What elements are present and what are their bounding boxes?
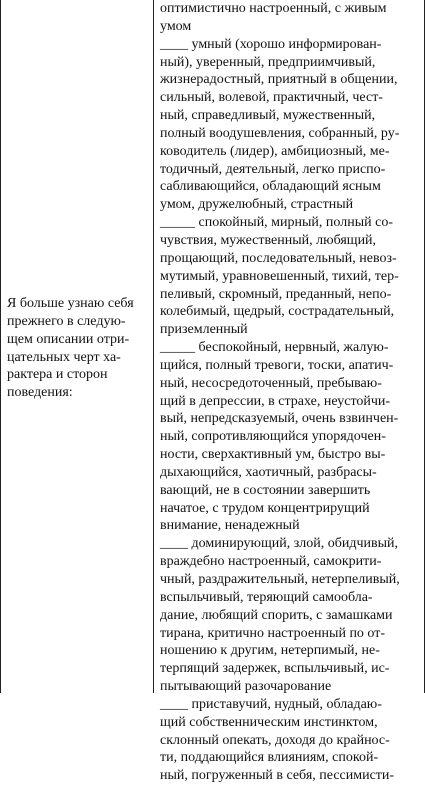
left-cell-line: щем описании отри- (7, 331, 130, 347)
right-cell-line: дание, любящий спорить, с замашками (160, 607, 393, 623)
right-cell-line: пытывающий разочарование (160, 679, 332, 695)
right-cell-line: чувствия, мужественный, любящий, (160, 232, 377, 248)
right-cell-line: _____ спокойный, мирный, полный со- (160, 215, 393, 231)
right-cell-line: ____ приставучий, нудный, обладаю- (160, 696, 382, 712)
right-cell-line: тодичный, деятельный, легко приспо- (160, 161, 386, 177)
right-cell-line: ____ умный (хорошо информирован- (160, 36, 382, 52)
right-cell-line: умом, дружелюбный, страстный (160, 197, 354, 213)
right-cell-line: дыхающийся, хаотичный, разбрасы- (160, 464, 377, 480)
right-cell-line: ти, поддающийся влияниям, спокой- (160, 750, 379, 766)
right-cell-line: щий собственническим инстинктом, (160, 714, 378, 730)
left-cell-line: цательных черт ха- (7, 349, 121, 365)
table-left-border (0, 0, 1, 693)
right-cell-line: пеливый, скромный, преданный, непо- (160, 286, 392, 302)
right-cell-line: чный, раздражительный, нетерпеливый, (160, 572, 400, 587)
right-cell-line: ный, справедливый, мужественный, (160, 108, 376, 124)
right-cell-line: вспыльчивый, теряющий самообла- (160, 589, 373, 605)
right-cell-line: приземленный (160, 322, 248, 338)
right-cell-line: _____ беспокойный, нервный, жалую- (160, 340, 389, 356)
right-cell-line: вающий, не в состоянии завершить (160, 482, 371, 498)
table-column-divider (153, 0, 154, 693)
right-cell-line: ношению к другим, нетерпимый, не- (160, 643, 380, 659)
right-cell-line: ности, сверхактивный ум, быстро вы- (160, 447, 386, 463)
right-cell-line: щий в депрессии, в страхе, неустойчи- (160, 393, 391, 409)
left-cell-line: рактера и сторон (7, 367, 108, 383)
right-cell-line: терпящий задержек, вспыльчивый, ис- (160, 661, 390, 677)
right-cell-line: ный, несосредоточенный, пребываю- (160, 375, 382, 391)
right-cell-line: прощающий, последовательный, невоз- (160, 250, 397, 266)
left-cell-question (7, 294, 149, 401)
right-cell-line: склонный опекать, доходя до крайнос- (160, 732, 390, 748)
right-cell-line: умом (160, 18, 192, 34)
right-cell-line: ководитель (лидер), амбициозный, ме- (160, 143, 390, 159)
right-cell-line: жизнерадостный, приятный в общении, (160, 72, 398, 88)
right-cell-line: сильный, волевой, практичный, чест- (160, 90, 383, 106)
right-cell-line: тирана, критично настроенный по от- (160, 625, 386, 641)
right-cell-line: начатое, с трудом концентрирущий (160, 500, 370, 516)
right-cell-line: ный, погруженный в себя, пессимисти- (160, 768, 395, 784)
right-cell-line: оптимистично настроенный, с живым (160, 1, 387, 16)
left-cell-line: поведения: (7, 385, 73, 401)
right-cell-line: внимание, ненадежный (160, 518, 300, 534)
right-cell-line: ____ доминирующий, злой, обидчивый, (160, 536, 399, 552)
right-cell-line: сабливающийся, обладающий ясным (160, 179, 381, 195)
right-cell-line: враждебно настроенный, самокрити- (160, 554, 382, 570)
right-cell-line: ный, сопротивляющийся упорядочен- (160, 429, 386, 445)
right-cell-line: колебимый, щедрый, сострадательный, (160, 304, 395, 320)
right-cell-line: ный), уверенный, предприимчивый, (160, 54, 376, 70)
right-cell-line: вый, непредсказуемый, очень взвинчен- (160, 411, 399, 427)
left-cell-line: Я больше узнаю себя (7, 296, 134, 311)
left-cell-line: прежнего в следую- (7, 313, 126, 329)
right-cell-line: полный воодушевления, собранный, ру- (160, 125, 400, 141)
right-cell-options (160, 0, 422, 785)
right-cell-line: щийся, полный тревоги, тоски, апатич- (160, 357, 394, 373)
right-cell-line: мутимый, уравновешенный, тихий, тер- (160, 268, 399, 284)
